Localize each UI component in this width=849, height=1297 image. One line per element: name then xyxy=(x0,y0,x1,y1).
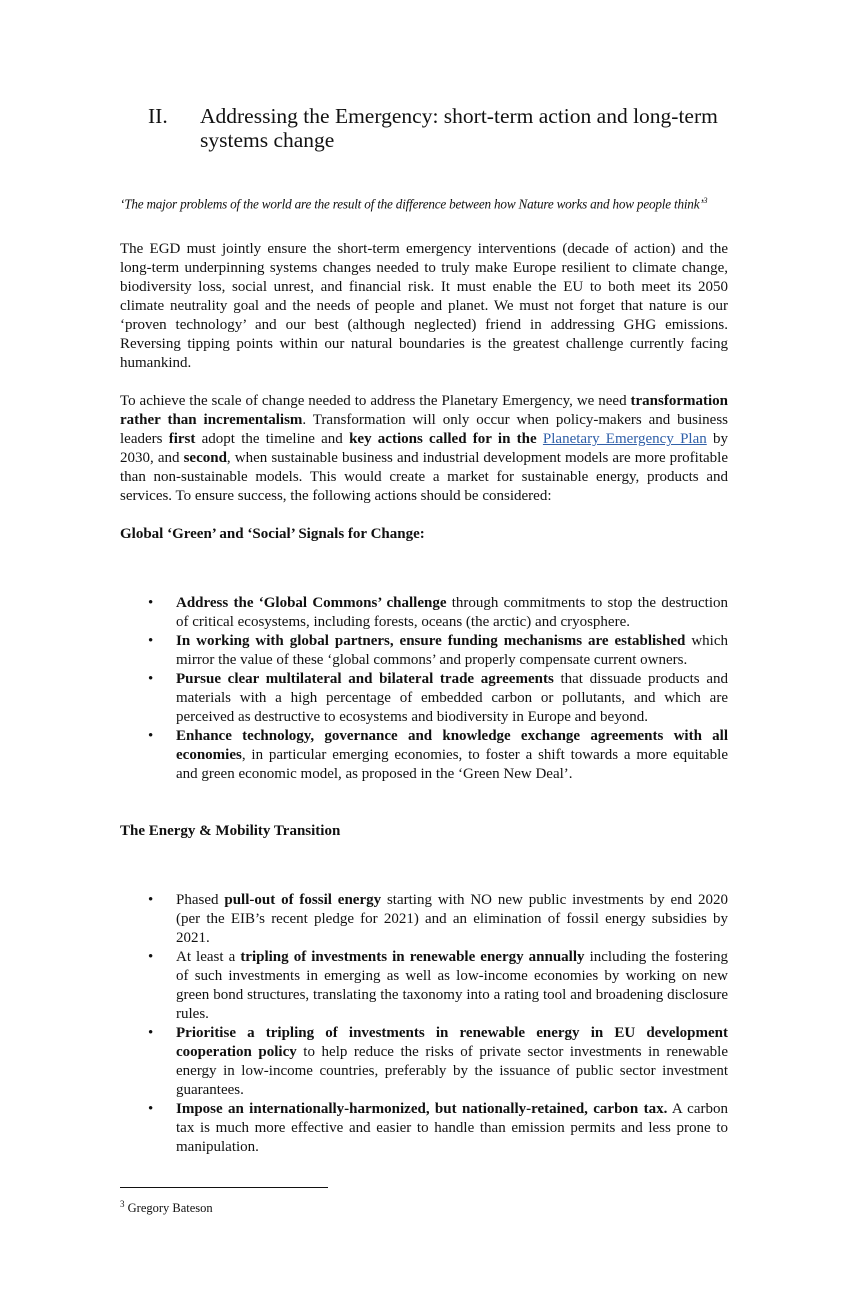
footnote-area xyxy=(120,1157,728,1216)
list-item xyxy=(148,727,728,784)
bullet-icon: • xyxy=(148,633,154,650)
bullet-icon: • xyxy=(148,949,154,966)
list-item xyxy=(148,670,728,727)
text: by 2030, and xyxy=(120,431,728,467)
bold-text: tripling of investments in renewable energy annually xyxy=(240,949,585,966)
paragraph-intro: The EGD must jointly ensure the short-term emergency interventions (decade of action) and the long-term underpinning systems changes needed to truly make Europe resilient to climate change, biodiversity loss, social unrest, and financial risk. It must enable the EU to both meet its 2050 climate neutrality goal and the needs of people and planet. We must not forget that nature is our ‘proven technology’ and our best (although neglected) friend in addressing GHG emissions. Reversing tipping points within our natural boundaries is the greatest challenge currently facing humankind. xyxy=(120,241,728,372)
text: , when sustainable business and industrial development models are more profitable than non-sustainable models. This would create a market for sustainable energy, products and services. To ensure success, the following actions should be considered: xyxy=(120,450,728,505)
bold-text: transformation rather than incrementalism xyxy=(120,393,728,429)
bold-text: Pursue clear multilateral and bilateral trade agreements xyxy=(176,671,554,688)
text: . Transformation will only occur when policy-makers and business leaders xyxy=(120,412,729,448)
bold-text: Address the ‘Global Commons’ challenge xyxy=(176,595,447,612)
list-item xyxy=(148,632,728,670)
list-item xyxy=(148,1024,728,1100)
bold-text: key actions called for in the xyxy=(349,431,537,448)
text: through commitments to stop the destruction of critical ecosystems, including forests, oceans (the arctic) and cryosphere. xyxy=(176,595,728,631)
footnote-number: 3 xyxy=(120,1199,125,1210)
section-number: II. xyxy=(148,104,168,128)
text: To achieve the scale of change needed to address the Planetary Emergency, we need xyxy=(120,393,631,410)
list-item xyxy=(148,594,728,632)
bullet-icon: • xyxy=(148,1025,154,1042)
list-item xyxy=(148,948,728,1024)
bullet-icon: • xyxy=(148,671,154,688)
footnote-separator xyxy=(120,1187,328,1188)
list-item xyxy=(148,891,728,948)
text: starting with NO new public investments by end 2020 (per the EIB’s recent pledge for 2021) and an elimination of fossil energy subsidies by 2021. xyxy=(176,892,728,947)
footnote xyxy=(120,1197,728,1216)
text: Phased xyxy=(176,892,225,909)
bullet-icon: • xyxy=(148,728,154,745)
section-heading xyxy=(148,104,728,152)
text: , in particular emerging economies, to foster a shift towards a more equitable and green economic model, as proposed in the ‘Green New Deal’. xyxy=(176,747,728,783)
bullet-icon: • xyxy=(148,595,154,612)
footnote-text: Gregory Bateson xyxy=(127,1201,213,1216)
text: that dissuade products and materials with a high percentage of embedded carbon or pollutants, and which are perceived as destructive to ecosystems and biodiversity in Europe and beyond. xyxy=(176,671,728,726)
bullet-icon: • xyxy=(148,1101,154,1118)
bold-text: Prioritise a tripling of investments in renewable energy in EU development cooperation policy xyxy=(176,1025,728,1061)
text: including the fostering of such investments in emerging as well as low-income economies by working on new green bond structures, translating the taxonomy into a rating tool and broadening disclosure rules. xyxy=(176,949,728,1023)
global-signals-list xyxy=(148,594,728,784)
subheading-energy-transition: The Energy & Mobility Transition xyxy=(120,823,341,840)
subheading-global-signals: Global ‘Green’ and ‘Social’ Signals for Change: xyxy=(120,526,425,543)
text: adopt the timeline and xyxy=(195,431,350,448)
bold-text: second xyxy=(183,450,227,467)
text: which mirror the value of these ‘global commons’ and properly compensate current owners. xyxy=(176,633,728,669)
bullet-icon: • xyxy=(148,892,154,909)
text: A carbon tax is much more effective and easier to handle than emission permits and less prone to manipulation. xyxy=(176,1101,728,1156)
text: At least a xyxy=(176,949,241,966)
text: to help reduce the risks of private sector investments in renewable energy in low-income countries, preferably by the issuance of public sector investment guarantees. xyxy=(176,1044,728,1099)
paragraph-transformation xyxy=(120,392,728,506)
list-item xyxy=(148,1100,728,1157)
bold-text: pull-out of fossil energy xyxy=(224,892,382,909)
energy-transition-list xyxy=(148,891,728,1157)
epigraph-quote xyxy=(120,192,728,212)
bold-text: Enhance technology, governance and knowledge exchange agreements with all economies xyxy=(176,728,728,764)
section-title: Addressing the Emergency: short-term action and long-term systems change xyxy=(200,104,718,152)
bold-text: In working with global partners, ensure funding mechanisms are established xyxy=(176,633,686,650)
quote-text: ‘The major problems of the world are the result of the difference between how Nature works and how people think’ xyxy=(120,196,704,212)
footnote-ref[interactable]: 3 xyxy=(703,196,708,205)
bold-text: first xyxy=(168,431,196,448)
planetary-emergency-plan-link[interactable]: Planetary Emergency Plan xyxy=(542,431,707,448)
bold-text: Impose an internationally-harmonized, but nationally-retained, carbon tax. xyxy=(176,1101,668,1118)
